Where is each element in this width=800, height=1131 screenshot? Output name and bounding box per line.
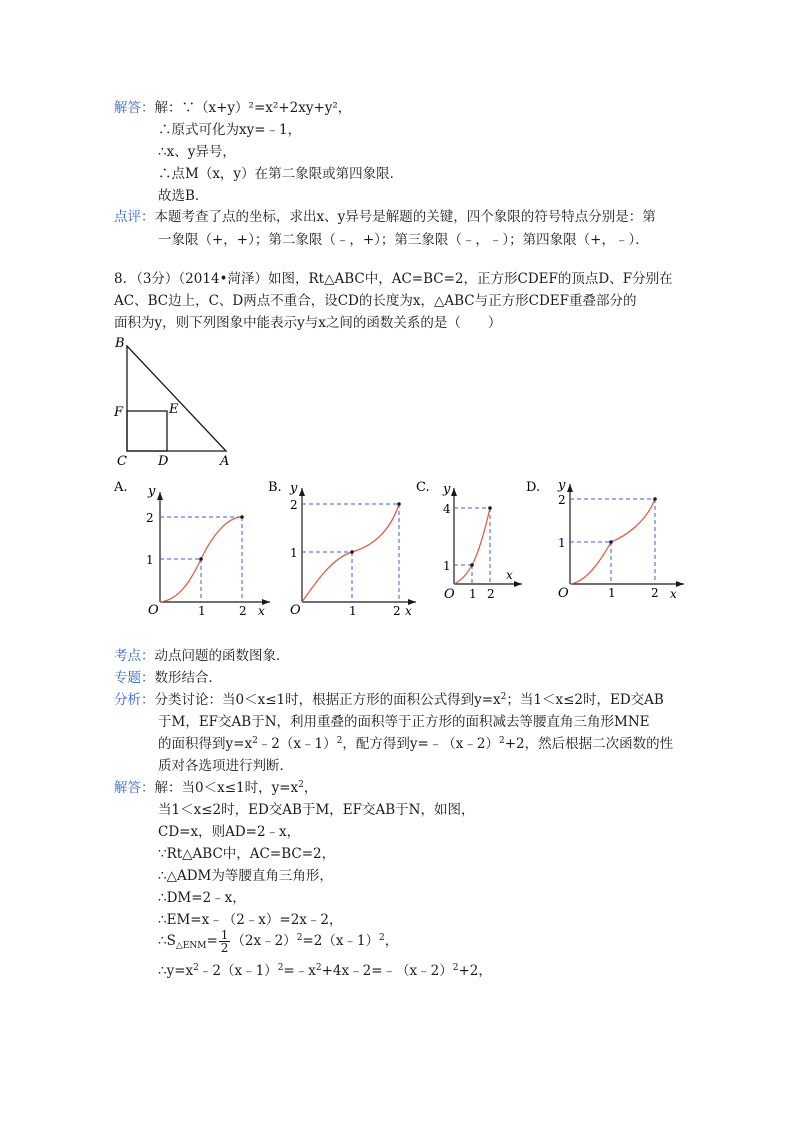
solution8-line9a: ∴y=x (158, 963, 194, 979)
superscript: 2 (452, 963, 459, 973)
option-b-xtick-2: 2 (393, 604, 401, 618)
question8-line2: AC、BC边上，C、D两点不重合，设CD的长度为x，△ABC与正方形CDEF重叠部分的 (114, 293, 637, 309)
option-a-ytick-1: 1 (146, 553, 154, 567)
comment7-line1: 本题考查了点的坐标，求出x、y异号是解题的关键，四个象限的符号特点分别是：第 (154, 209, 656, 225)
superscript: 2 (379, 933, 385, 943)
analysis8-line3a: 的面积得到y=x (158, 736, 253, 752)
option-b-origin: O (290, 603, 301, 618)
comment-section (114, 208, 656, 226)
option-c-xtick-2: 2 (487, 587, 495, 601)
topic-section (114, 669, 222, 687)
analysis8-line3b: ﹣2（x﹣1） (257, 736, 337, 752)
solution8-line1: 解：当0＜x≤1时，y=x (154, 780, 299, 796)
fraction-numerator: 1 (220, 928, 229, 942)
answer8-label: 解答： (114, 780, 155, 796)
point-section (114, 647, 290, 665)
analysis8-line4: 质对各选项进行判断． (158, 758, 293, 774)
analysis-label: 分析： (114, 692, 155, 708)
option-b-graph (266, 478, 426, 618)
option-b-x-axis-label: x (405, 604, 412, 618)
solution8-line4: ∵Rt△ABC中，AC=BC=2， (158, 846, 336, 862)
solution8-line8a: ∴S (158, 933, 176, 949)
option-a-letter: A. (114, 480, 128, 495)
analysis8-line1a: 分类讨论：当0＜x≤1时，根据正方形的面积公式得到y=x (154, 692, 501, 708)
solution8-line8c: （2x﹣2） (231, 933, 297, 949)
label-C: C (117, 454, 127, 469)
option-d-xtick-1: 1 (608, 586, 616, 600)
analysis8-line1b: ；当1＜x≤2时，ED交AB (506, 692, 664, 708)
option-a-origin: O (148, 603, 159, 618)
superscript: 2 (500, 692, 507, 702)
option-b-ytick-1: 1 (290, 546, 298, 560)
solution7-line1: 解：∵（x+y）²=x²+2xy+y²， (154, 100, 352, 116)
option-c-origin: O (444, 587, 455, 602)
answer-section (114, 99, 351, 117)
comment7-line2: 一象限（+，+）；第二象限（﹣，+）；第三象限（﹣，﹣）；第四象限（+，﹣）． (158, 232, 649, 248)
triangle-figure (110, 333, 250, 473)
option-a-xtick-1: 1 (198, 604, 206, 618)
question8-line1: 8．（3分）（2014•菏泽）如图，Rt△ABC中，AC=BC=2，正方形CDEF的顶点D、F分别在 (114, 271, 673, 287)
fraction-denominator: 2 (220, 941, 229, 955)
solution8-line9b: ﹣2（x﹣1） (198, 963, 278, 979)
analysis8-line2: 于M，EF交AB于N，利用重叠的面积等于正方形的面积减去等腰直角三角形MNE (158, 714, 650, 730)
analysis-section (114, 691, 664, 709)
topic8-text: 数形结合． (154, 670, 222, 686)
option-c-ytick-4: 4 (443, 502, 451, 516)
comma: ， (303, 780, 318, 796)
superscript: 2 (298, 780, 304, 790)
option-a-x-axis-label: x (258, 604, 265, 618)
solution8-line6: ∴DM=2﹣x， (158, 890, 246, 906)
superscript: 2 (336, 736, 343, 746)
label-F: F (114, 405, 124, 420)
analysis8-line3c: ，配方得到y=﹣（x﹣2） (342, 736, 499, 752)
analysis8-line3 (158, 735, 673, 753)
solution8-line8d: =2（x﹣1） (302, 933, 380, 949)
answer8-section (114, 779, 317, 797)
option-b-xtick-1: 1 (349, 604, 357, 618)
option-c-x-axis-label: x (506, 568, 513, 582)
label-E: E (169, 402, 179, 417)
solution8-line9e: +2， (458, 963, 492, 979)
option-c-xtick-1: 1 (469, 587, 477, 601)
superscript: 2 (296, 933, 303, 943)
option-d-ytick-2: 2 (558, 493, 566, 507)
option-c-letter: C. (416, 480, 430, 495)
option-a-graph (112, 478, 272, 618)
solution8-line8 (158, 927, 398, 955)
comment-label: 点评： (114, 209, 155, 225)
option-d-x-axis-label: x (670, 587, 677, 601)
fraction-one-half (219, 929, 231, 954)
option-a-ytick-2: 2 (146, 511, 154, 525)
superscript: 2 (252, 736, 258, 746)
solution7-line3: ∴x、y异号， (158, 144, 236, 160)
superscript: 2 (193, 963, 199, 973)
option-b-letter: B. (268, 480, 282, 495)
analysis8-line3d: +2，然后根据二次函数的性 (504, 736, 674, 752)
option-d-graph (524, 478, 690, 608)
option-c-graph (414, 478, 524, 608)
point8-text: 动点问题的函数图象． (154, 648, 290, 664)
label-A: A (220, 454, 230, 469)
solution7-line4: ∴点M（x，y）在第二象限或第四象限． (158, 166, 404, 182)
solution8-line9c: =﹣x (283, 963, 316, 979)
option-c-ytick-1: 1 (443, 559, 451, 573)
solution8-line2: 当1＜x≤2时，ED交AB于M，EF交AB于N，如图， (158, 802, 475, 818)
label-D: D (158, 454, 169, 469)
solution7-line2: ∴原式可化为xy=﹣1， (158, 122, 302, 138)
option-d-xtick-2: 2 (651, 586, 659, 600)
option-b-ytick-2: 2 (290, 498, 298, 512)
solution8-line3: CD=x，则AD=2﹣x， (158, 824, 301, 840)
label-B: B (115, 336, 125, 351)
option-a-xtick-2: 2 (239, 604, 247, 618)
superscript: 2 (277, 963, 284, 973)
solution8-line9d: +4x﹣2=﹣（x﹣2） (321, 963, 453, 979)
option-d-y-axis-label: y (558, 478, 566, 493)
solution8-line7: ∴EM=x﹣（2﹣x）=2x﹣2， (158, 912, 343, 928)
equals: = (206, 933, 218, 949)
question8-line3: 面积为y，则下列图象中能表示y与x之间的函数关系的是（ ） (114, 315, 502, 331)
option-b-y-axis-label: y (290, 481, 298, 496)
answer-label: 解答： (114, 100, 155, 116)
subscript: △ENM (175, 941, 207, 951)
option-a-y-axis-label: y (148, 484, 156, 499)
superscript: 2 (498, 736, 505, 746)
superscript: 2 (315, 963, 322, 973)
option-c-y-axis-label: y (443, 482, 451, 497)
solution7-line5: 故选B． (158, 188, 209, 204)
point-label: 考点： (114, 648, 155, 664)
option-d-origin: O (558, 586, 569, 601)
option-d-letter: D. (526, 480, 541, 495)
solution8-line9 (158, 962, 492, 980)
comma: ， (384, 933, 399, 949)
topic-label: 专题： (114, 670, 155, 686)
solution8-line5: ∴△ADM为等腰直角三角形， (158, 868, 333, 884)
option-d-ytick-1: 1 (558, 536, 566, 550)
